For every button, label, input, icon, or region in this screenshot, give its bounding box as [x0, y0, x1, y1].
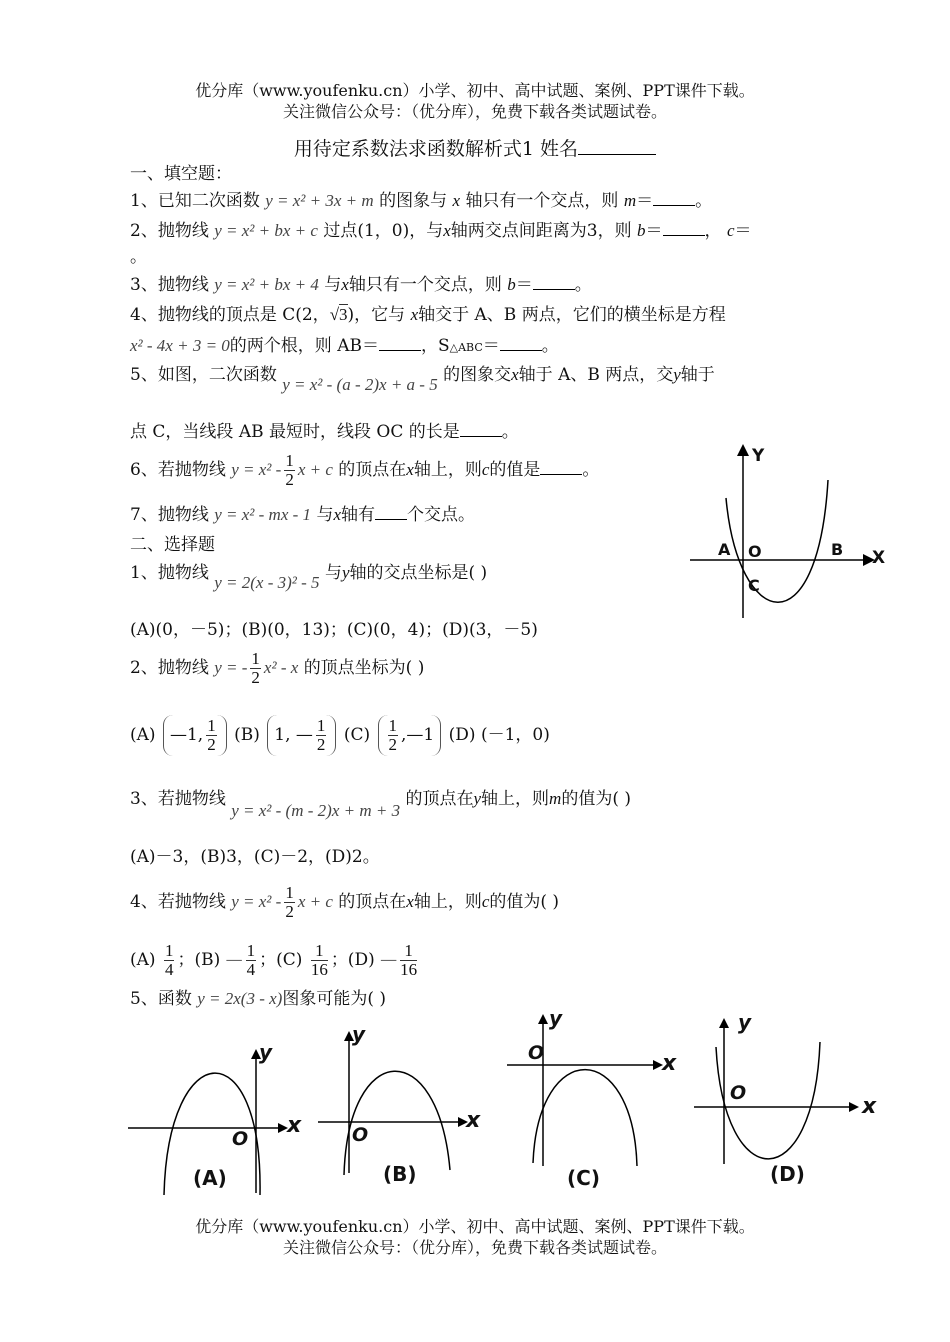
name-blank[interactable] — [578, 139, 656, 155]
formula-c3: y = x² - (m - 2)x + m + 3 — [231, 801, 401, 820]
choice-question-3: 3、若抛物线 y = x² - (m - 2)x + m + 3 的顶点在y轴上，则m的值为( ) — [130, 789, 631, 820]
option-b[interactable]: (B) — [234, 725, 260, 745]
answer-blank[interactable] — [379, 335, 421, 351]
footer-line-1: 优分库（www.youfenku.cn）小学、初中、高中试题、案例、PPT课件下载。 — [195, 1217, 755, 1236]
fill-question-7: 7、抛物线 y = x² - mx - 1 与x轴有 个交点。 — [130, 505, 475, 525]
fill-question-6: 6、若抛物线 y = x² - $\frac{1}{2}$ x + c 的顶点在x轴上，则c的值是 。 — [130, 451, 600, 489]
fill-question-2-cont: 。 — [130, 247, 147, 267]
graph-b-y: y — [352, 1022, 366, 1046]
fig-label-a: A — [718, 540, 731, 559]
formula-q1: y = x² + 3x + m — [265, 191, 374, 210]
choice-question-2: 2、抛物线 y = - $\frac{1}{2}$ x² - x 的顶点坐标为( ) — [130, 649, 425, 687]
fill-question-4-cont: x² - 4x + 3 = 0的两个根，则 AB＝ ，S△ABC＝ 。 — [130, 336, 559, 356]
formula-q3: y = x² + bx + 4 — [214, 275, 319, 294]
header-line-2: 关注微信公众号：（优分库），免费下载各类试题试卷。 — [282, 102, 667, 121]
graph-c-y: y — [549, 1006, 563, 1030]
graph-d-o: O — [730, 1082, 747, 1104]
graph-b-o: O — [352, 1124, 369, 1146]
answer-blank[interactable] — [540, 459, 582, 475]
graph-a-o: O — [232, 1128, 249, 1150]
graph-d-label: (D) — [770, 1162, 805, 1186]
answer-blank[interactable] — [375, 504, 407, 520]
graph-b — [318, 1025, 488, 1175]
graph-d — [694, 1012, 877, 1172]
graph-a-label: (A) — [193, 1166, 227, 1190]
graph-b-label: (B) — [383, 1162, 417, 1186]
parabola-curve — [726, 480, 828, 602]
page-title: 用待定系数法求函数解析式1 姓名 — [0, 134, 950, 161]
fill-question-5: 5、如图，二次函数 y = x² - (a - 2)x + a - 5 的图象交x轴于 A、B 两点，交y轴于 — [130, 365, 715, 394]
choice-4-options: (A) $\frac{1}{4}$ ；(B) — $\frac{1}{4}$ ；(C) $\frac{1}{16}$ ；(D) — $\frac{1}{16}$ — [130, 941, 418, 979]
answer-blank[interactable] — [500, 335, 542, 351]
answer-blank[interactable] — [533, 274, 575, 290]
choice-3-options: (A)－3，(B)3，(C)－2，(D)2。 — [130, 847, 380, 867]
graph-c-x: x — [662, 1051, 677, 1076]
formula-q7: y = x² - mx - 1 — [214, 505, 312, 524]
formula-q2: y = x² + bx + c — [214, 221, 318, 240]
choice-question-4: 4、若抛物线 y = x² - $\frac{1}{2}$ x + c 的顶点在x轴上，则c的值为( ) — [130, 883, 560, 921]
option-a[interactable]: (A) — [130, 725, 156, 745]
fig-label-x: X — [872, 548, 886, 568]
fill-question-1: 1、已知二次函数 y = x² + 3x + m 的图象与 x 轴只有一个交点，则 m＝ 。 — [130, 191, 713, 211]
option-d[interactable]: (D) (－1，0) — [448, 725, 550, 745]
graph-b-x: x — [466, 1108, 481, 1133]
graph-c-label: (C) — [567, 1166, 600, 1190]
choice-question-5: 5、函数 y = 2x(3 - x)图象可能为( ) — [130, 989, 386, 1009]
section-choice-heading: 二、选择题 — [130, 535, 215, 555]
graph-a-y: y — [259, 1040, 273, 1064]
formula-q4: x² - 4x + 3 = 0 — [130, 336, 230, 355]
footer-line-2: 关注微信公众号：（优分库），免费下载各类试题试卷。 — [282, 1238, 667, 1257]
fill-question-3: 3、抛物线 y = x² + bx + 4 与x轴只有一个交点，则 b＝ 。 — [130, 275, 592, 295]
fig-label-y: Y — [752, 446, 765, 466]
formula-q5: y = x² - (a - 2)x + a - 5 — [282, 375, 438, 394]
graph-c — [503, 1008, 678, 1168]
answer-blank[interactable] — [653, 190, 695, 206]
fig-label-c: C — [748, 576, 760, 595]
fig-label-o: O — [748, 542, 762, 561]
formula-c5: y = 2x(3 - x) — [197, 989, 283, 1008]
choice-question-1: 1、抛物线 y = 2(x - 3)² - 5 与y轴的交点坐标是( ) — [130, 563, 488, 592]
option-c[interactable]: (C) — [343, 725, 371, 745]
fill-question-4: 4、抛物线的顶点是 C(2，√3)，它与 x轴交于 A、B 两点，它们的横坐标是方程 — [130, 305, 726, 325]
figure-q5-parabola — [688, 440, 888, 620]
graph-c-o: O — [528, 1042, 545, 1064]
fig-label-b: B — [831, 540, 844, 559]
graph-d-x: x — [862, 1094, 877, 1119]
header-line-1: 优分库（www.youfenku.cn）小学、初中、高中试题、案例、PPT课件下载。 — [195, 81, 755, 100]
fill-question-2: 2、抛物线 y = x² + bx + c 过点(1，0)，与x轴两交点间距离为3，则 b＝ ， c＝ — [130, 221, 752, 241]
fill-question-5-cont: 点 C，当线段 AB 最短时，线段 OC 的长是 。 — [130, 422, 519, 442]
graph-d-y: y — [738, 1010, 752, 1034]
choice-2-options: (A) —1, $\frac{1}{2}$ (B) 1, — $\frac{1}{2}$ (C) $\frac{1}{2}$ ,—1 (D) (－1，0) — [130, 716, 550, 754]
answer-blank[interactable] — [460, 421, 502, 437]
section-fill-heading: 一、填空题： — [130, 164, 232, 184]
graph-a-x: x — [287, 1113, 302, 1138]
fraction-half: $\frac{1}{2}$ — [285, 451, 294, 489]
formula-c1: y = 2(x - 3)² - 5 — [214, 573, 320, 592]
choice-1-options: (A)(0，－5)；(B)(0，13)；(C)(0，4)；(D)(3，－5) — [130, 620, 538, 640]
y-arrow — [737, 444, 749, 456]
answer-blank[interactable] — [663, 220, 705, 236]
